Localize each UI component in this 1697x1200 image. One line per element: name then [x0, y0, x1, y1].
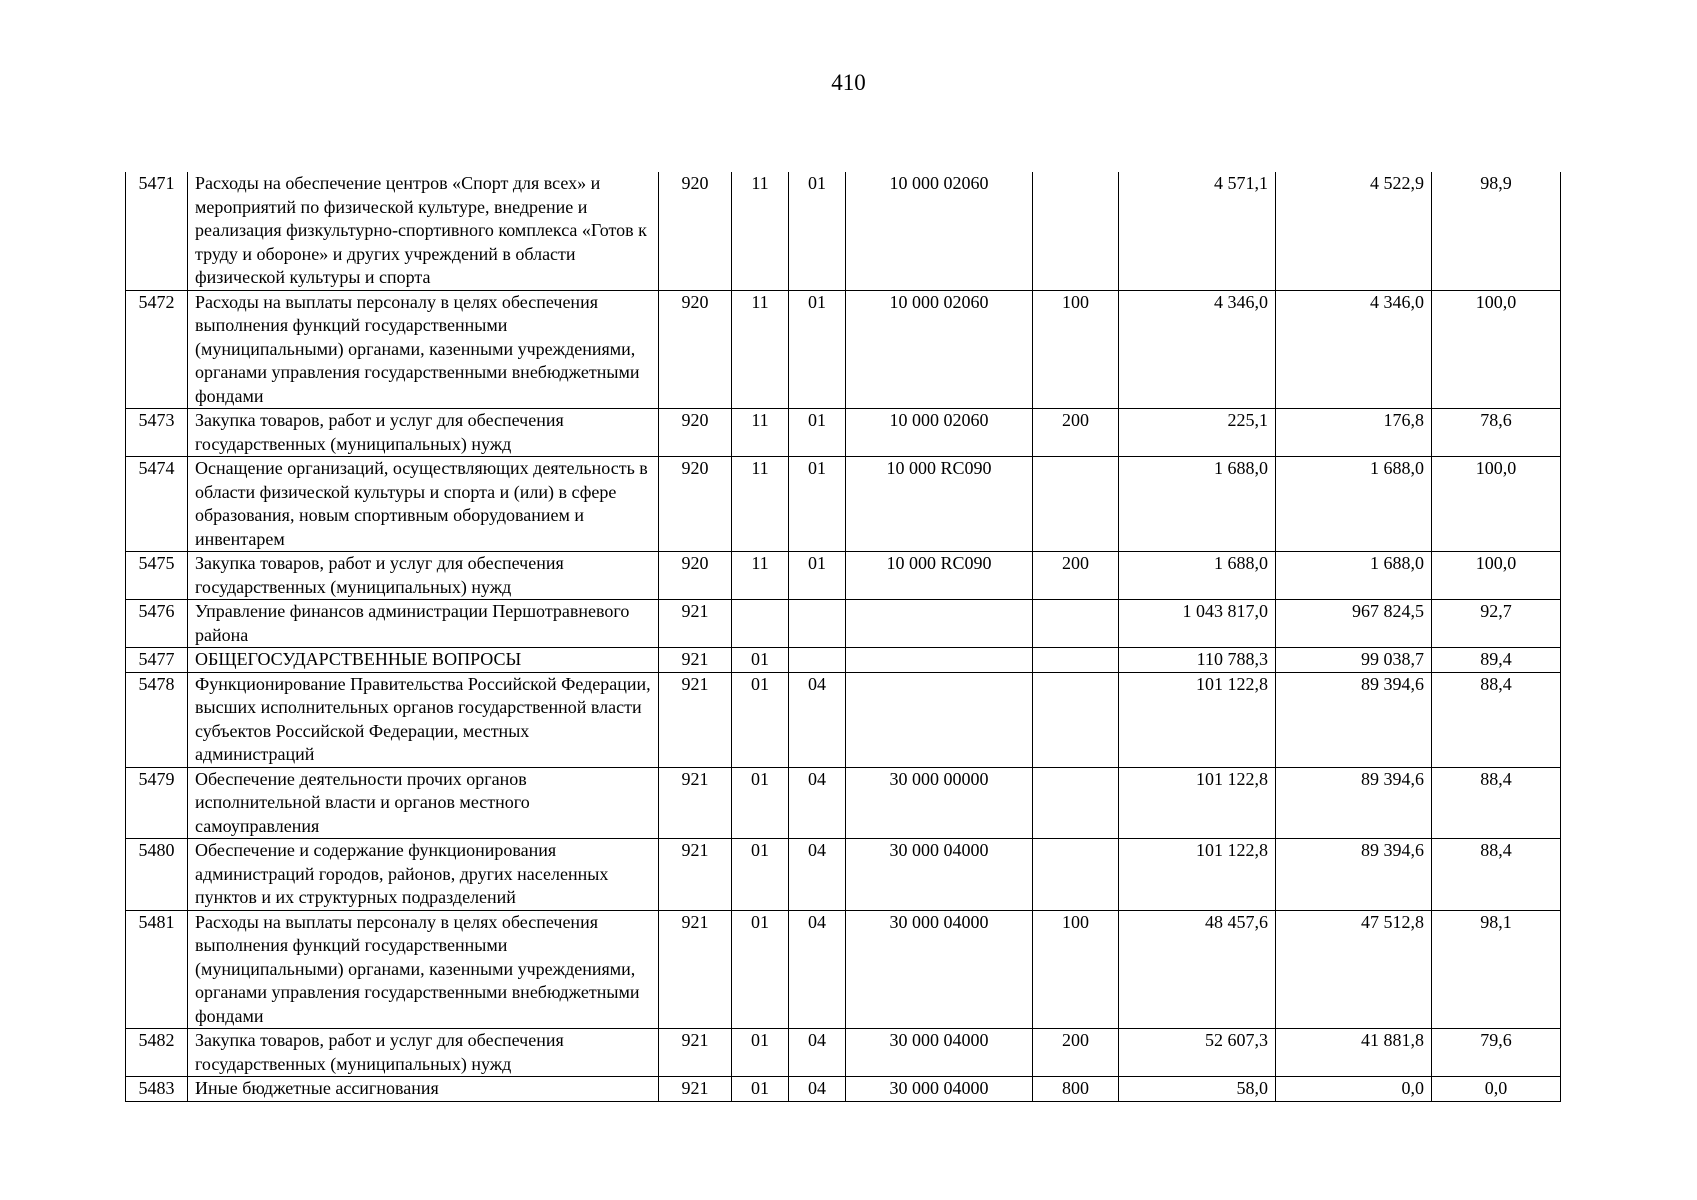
table-row [126, 290, 1561, 409]
expense-type-code [1033, 672, 1119, 767]
department-code: 921 [659, 1029, 732, 1077]
row-number: 5472 [126, 290, 188, 409]
expense-type-code: 200 [1033, 409, 1119, 457]
actual-amount: 0,0 [1276, 1077, 1432, 1102]
actual-amount: 4 346,0 [1276, 290, 1432, 409]
row-number: 5475 [126, 552, 188, 600]
target-article-code: 10 000 02060 [846, 409, 1033, 457]
expense-name: Оснащение организаций, осуществляющих деятельность в области физической культуры и спорта и (или) в сфере образования, новым спортивным оборудованием и инвентарем [188, 457, 659, 552]
expense-type-code [1033, 839, 1119, 911]
expense-name: Управление финансов администрации Першотравневого района [188, 600, 659, 648]
actual-amount: 47 512,8 [1276, 910, 1432, 1029]
table-row [126, 839, 1561, 911]
planned-amount: 52 607,3 [1119, 1029, 1276, 1077]
execution-percent: 89,4 [1432, 648, 1561, 673]
row-number: 5473 [126, 409, 188, 457]
actual-amount: 1 688,0 [1276, 457, 1432, 552]
expense-name: Обеспечение деятельности прочих органов исполнительной власти и органов местного самоуправления [188, 767, 659, 839]
department-code: 920 [659, 457, 732, 552]
table-row [126, 600, 1561, 648]
execution-percent: 100,0 [1432, 457, 1561, 552]
section-code: 01 [732, 767, 789, 839]
subsection-code: 04 [789, 1029, 846, 1077]
row-number: 5474 [126, 457, 188, 552]
target-article-code [846, 648, 1033, 673]
planned-amount: 48 457,6 [1119, 910, 1276, 1029]
planned-amount: 4 346,0 [1119, 290, 1276, 409]
target-article-code: 30 000 04000 [846, 910, 1033, 1029]
actual-amount: 176,8 [1276, 409, 1432, 457]
expense-name: ОБЩЕГОСУДАРСТВЕННЫЕ ВОПРОСЫ [188, 648, 659, 673]
expense-type-code [1033, 457, 1119, 552]
row-number: 5471 [126, 172, 188, 290]
table-row [126, 648, 1561, 673]
row-number: 5479 [126, 767, 188, 839]
execution-percent: 100,0 [1432, 552, 1561, 600]
expense-name: Закупка товаров, работ и услуг для обеспечения государственных (муниципальных) нужд [188, 552, 659, 600]
subsection-code: 01 [789, 457, 846, 552]
section-code [732, 600, 789, 648]
expense-name: Закупка товаров, работ и услуг для обеспечения государственных (муниципальных) нужд [188, 1029, 659, 1077]
expense-name: Расходы на выплаты персоналу в целях обеспечения выполнения функций государственными (муниципальными) органами, казенными учреждениями, органами управления государственными внебюджетными фондами [188, 290, 659, 409]
target-article-code: 10 000 RC090 [846, 457, 1033, 552]
department-code: 921 [659, 672, 732, 767]
actual-amount: 99 038,7 [1276, 648, 1432, 673]
row-number: 5476 [126, 600, 188, 648]
execution-percent: 79,6 [1432, 1029, 1561, 1077]
section-code: 01 [732, 1077, 789, 1102]
table-row [126, 672, 1561, 767]
subsection-code: 04 [789, 767, 846, 839]
row-number: 5478 [126, 672, 188, 767]
expense-type-code: 800 [1033, 1077, 1119, 1102]
department-code: 921 [659, 600, 732, 648]
planned-amount: 101 122,8 [1119, 767, 1276, 839]
expense-type-code [1033, 600, 1119, 648]
execution-percent: 92,7 [1432, 600, 1561, 648]
actual-amount: 41 881,8 [1276, 1029, 1432, 1077]
subsection-code: 01 [789, 290, 846, 409]
section-code: 01 [732, 839, 789, 911]
department-code: 920 [659, 552, 732, 600]
execution-percent: 88,4 [1432, 767, 1561, 839]
subsection-code: 04 [789, 672, 846, 767]
row-number: 5482 [126, 1029, 188, 1077]
subsection-code: 01 [789, 552, 846, 600]
department-code: 920 [659, 172, 732, 290]
target-article-code: 30 000 04000 [846, 1029, 1033, 1077]
expense-type-code: 100 [1033, 910, 1119, 1029]
table-row [126, 1077, 1561, 1102]
table-row [126, 172, 1561, 290]
row-number: 5477 [126, 648, 188, 673]
expense-type-code [1033, 767, 1119, 839]
expense-name: Функционирование Правительства Российской Федерации, высших исполнительных органов государственной власти субъектов Российской Федерации, местных администраций [188, 672, 659, 767]
target-article-code [846, 672, 1033, 767]
subsection-code: 04 [789, 839, 846, 911]
planned-amount: 225,1 [1119, 409, 1276, 457]
subsection-code [789, 648, 846, 673]
department-code: 921 [659, 1077, 732, 1102]
row-number: 5481 [126, 910, 188, 1029]
table-row [126, 409, 1561, 457]
planned-amount: 101 122,8 [1119, 839, 1276, 911]
table-row [126, 1029, 1561, 1077]
row-number: 5483 [126, 1077, 188, 1102]
section-code: 01 [732, 910, 789, 1029]
expense-type-code [1033, 648, 1119, 673]
actual-amount: 89 394,6 [1276, 839, 1432, 911]
planned-amount: 1 688,0 [1119, 552, 1276, 600]
actual-amount: 89 394,6 [1276, 767, 1432, 839]
planned-amount: 1 043 817,0 [1119, 600, 1276, 648]
department-code: 921 [659, 648, 732, 673]
expense-name: Расходы на выплаты персоналу в целях обеспечения выполнения функций государственными (муниципальными) органами, казенными учреждениями, органами управления государственными внебюджетными фондами [188, 910, 659, 1029]
section-code: 11 [732, 409, 789, 457]
expense-name: Иные бюджетные ассигнования [188, 1077, 659, 1102]
actual-amount: 1 688,0 [1276, 552, 1432, 600]
subsection-code: 04 [789, 1077, 846, 1102]
target-article-code: 10 000 RC090 [846, 552, 1033, 600]
page-number: 410 [831, 70, 866, 95]
actual-amount: 89 394,6 [1276, 672, 1432, 767]
target-article-code: 30 000 04000 [846, 839, 1033, 911]
target-article-code: 10 000 02060 [846, 290, 1033, 409]
execution-percent: 98,9 [1432, 172, 1561, 290]
execution-percent: 100,0 [1432, 290, 1561, 409]
actual-amount: 967 824,5 [1276, 600, 1432, 648]
department-code: 920 [659, 409, 732, 457]
execution-percent: 88,4 [1432, 672, 1561, 767]
subsection-code: 01 [789, 409, 846, 457]
section-code: 01 [732, 648, 789, 673]
expense-name: Расходы на обеспечение центров «Спорт для всех» и мероприятий по физической культуре, внедрение и реализация физкультурно-спортивного комплекса «Готов к труду и обороне» и других учреждений в области физической культуры и спорта [188, 172, 659, 290]
target-article-code: 30 000 04000 [846, 1077, 1033, 1102]
department-code: 921 [659, 839, 732, 911]
table-row [126, 767, 1561, 839]
target-article-code [846, 600, 1033, 648]
budget-table [125, 172, 1561, 1102]
execution-percent: 78,6 [1432, 409, 1561, 457]
execution-percent: 88,4 [1432, 839, 1561, 911]
table-row [126, 552, 1561, 600]
subsection-code [789, 600, 846, 648]
table-row [126, 457, 1561, 552]
section-code: 11 [732, 172, 789, 290]
subsection-code: 04 [789, 910, 846, 1029]
section-code: 11 [732, 457, 789, 552]
subsection-code: 01 [789, 172, 846, 290]
section-code: 11 [732, 552, 789, 600]
expense-type-code: 200 [1033, 552, 1119, 600]
execution-percent: 98,1 [1432, 910, 1561, 1029]
expense-type-code: 200 [1033, 1029, 1119, 1077]
planned-amount: 1 688,0 [1119, 457, 1276, 552]
table-body [126, 172, 1561, 1101]
department-code: 920 [659, 290, 732, 409]
planned-amount: 101 122,8 [1119, 672, 1276, 767]
expense-type-code: 100 [1033, 290, 1119, 409]
department-code: 921 [659, 910, 732, 1029]
section-code: 11 [732, 290, 789, 409]
expense-name: Обеспечение и содержание функционирования администраций городов, районов, других населенных пунктов и их структурных подразделений [188, 839, 659, 911]
target-article-code: 30 000 00000 [846, 767, 1033, 839]
section-code: 01 [732, 672, 789, 767]
planned-amount: 110 788,3 [1119, 648, 1276, 673]
row-number: 5480 [126, 839, 188, 911]
expense-type-code [1033, 172, 1119, 290]
actual-amount: 4 522,9 [1276, 172, 1432, 290]
expense-name: Закупка товаров, работ и услуг для обеспечения государственных (муниципальных) нужд [188, 409, 659, 457]
table-row [126, 910, 1561, 1029]
execution-percent: 0,0 [1432, 1077, 1561, 1102]
section-code: 01 [732, 1029, 789, 1077]
target-article-code: 10 000 02060 [846, 172, 1033, 290]
department-code: 921 [659, 767, 732, 839]
planned-amount: 4 571,1 [1119, 172, 1276, 290]
planned-amount: 58,0 [1119, 1077, 1276, 1102]
